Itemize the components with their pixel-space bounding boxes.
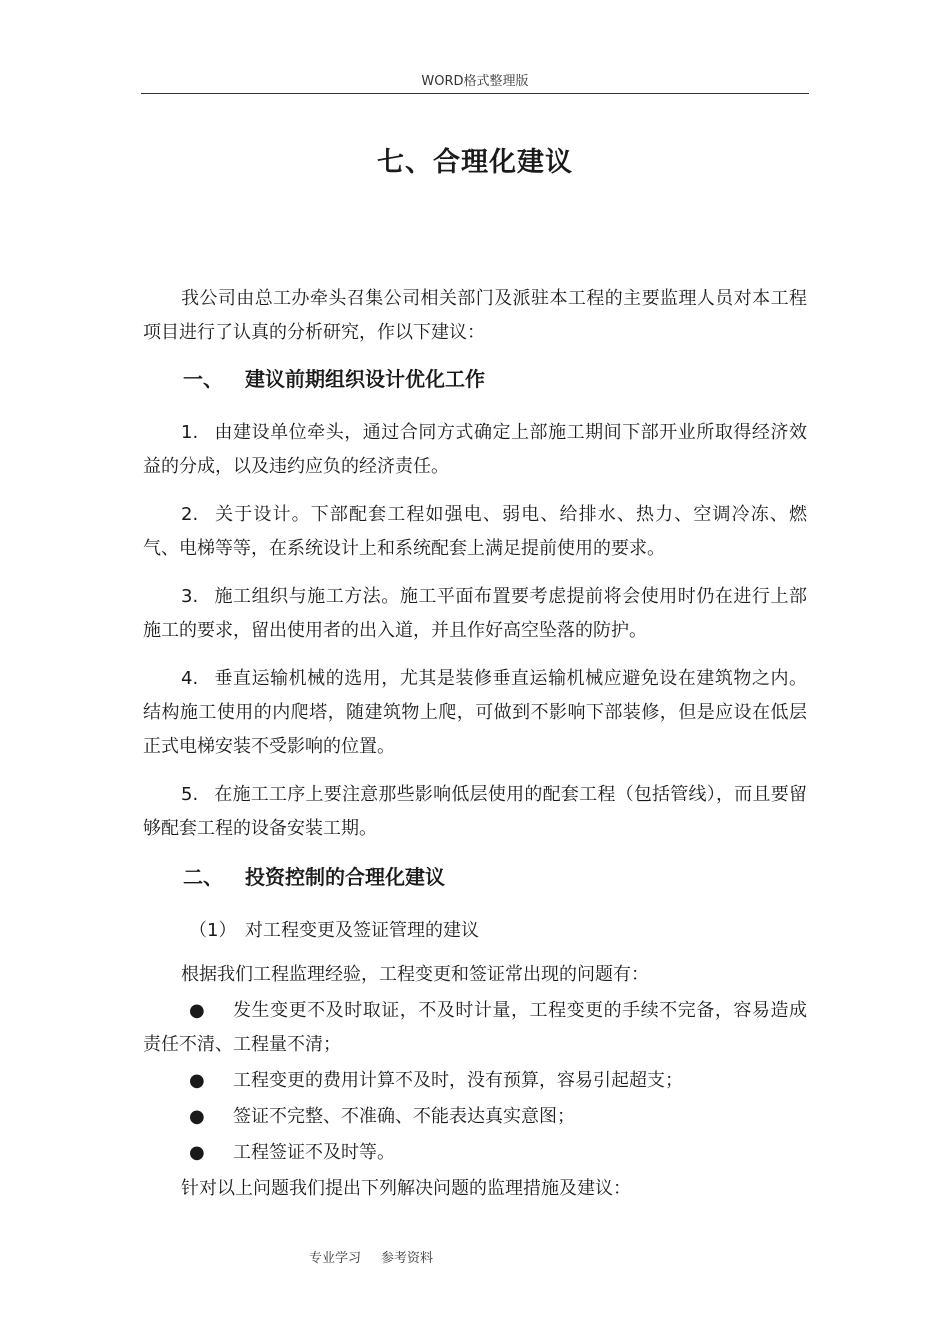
section-1-title: 建议前期组织设计优化工作 <box>245 367 485 391</box>
item-number: 5. <box>181 784 199 805</box>
lead-paragraph: 根据我们工程监理经验，工程变更和签证常出现的问题有： <box>181 964 649 985</box>
bullet-item <box>143 1100 807 1134</box>
document-body <box>143 282 807 1206</box>
bullet-icon: ● <box>189 1070 205 1091</box>
footer-left-text: 专业学习 <box>309 1251 362 1266</box>
item-number: 1. <box>181 422 199 443</box>
list-item <box>143 498 807 566</box>
section-2-title: 投资控制的合理化建议 <box>245 865 445 889</box>
item-number: 3. <box>181 586 199 607</box>
list-item <box>143 778 807 846</box>
item-text: 垂直运输机械的选用，尤其是装修垂直运输机械应避免设在建筑物之内。结构施工使用的内爬塔，随建筑物上爬，可做到不影响下部装修，但是应设在低层正式电梯安装不受影响的位置。 <box>143 668 807 757</box>
subsection-number: （1） <box>189 920 237 941</box>
item-number: 2. <box>181 504 199 525</box>
bullet-icon: ● <box>189 1106 205 1127</box>
item-text: 由建设单位牵头，通过合同方式确定上部施工期间下部开业所取得经济效益的分成，以及违约应负的经济责任。 <box>143 422 807 477</box>
page-title: 七、合理化建议 <box>377 147 573 178</box>
bullet-item <box>143 1136 807 1170</box>
intro-paragraph: 我公司由总工办牵头召集公司相关部门及派驻本工程的主要监理人员对本工程项目进行了认真的分析研究，作以下建议： <box>143 288 807 343</box>
list-item <box>143 580 807 648</box>
bullet-text: 工程变更的费用计算不及时，没有预算，容易引起超支； <box>233 1070 683 1091</box>
bullet-text: 发生变更不及时取证，不及时计量，工程变更的手续不完备，容易造成责任不清、工程量不清； <box>143 1000 807 1055</box>
subsection-title: 对工程变更及签证管理的建议 <box>245 920 479 941</box>
item-number: 4. <box>181 668 199 689</box>
section-2-number: 二、 <box>183 865 223 889</box>
page-footer <box>309 1247 433 1266</box>
item-text: 在施工工序上要注意那些影响低层使用的配套工程（包括管线），而且要留够配套工程的设备安装工期。 <box>143 784 807 839</box>
bullet-item <box>143 1064 807 1098</box>
section-1-number: 一、 <box>183 367 223 391</box>
bullet-icon: ● <box>189 1142 205 1163</box>
page-header: WORD格式整理版 <box>141 70 809 94</box>
bullet-text: 工程签证不及时等。 <box>233 1142 395 1163</box>
list-item <box>143 416 807 484</box>
subsection-heading <box>143 914 807 948</box>
footer-right-text: 参考资料 <box>381 1251 434 1266</box>
section-2-heading <box>143 860 807 894</box>
closing-paragraph: 针对以上问题我们提出下列解决问题的监理措施及建议： <box>181 1178 631 1199</box>
bullet-item <box>143 994 807 1062</box>
bullet-text: 签证不完整、不准确、不能表达真实意图； <box>233 1106 575 1127</box>
item-text: 关于设计。下部配套工程如强电、弱电、给排水、热力、空调冷冻、燃气、电梯等等，在系统设计上和系统配套上满足提前使用的要求。 <box>143 504 807 559</box>
list-item <box>143 662 807 764</box>
section-1-heading <box>143 362 807 396</box>
bullet-icon: ● <box>189 1000 205 1021</box>
item-text: 施工组织与施工方法。施工平面布置要考虑提前将会使用时仍在进行上部施工的要求，留出使用者的出入道，并且作好高空坠落的防护。 <box>143 586 807 641</box>
